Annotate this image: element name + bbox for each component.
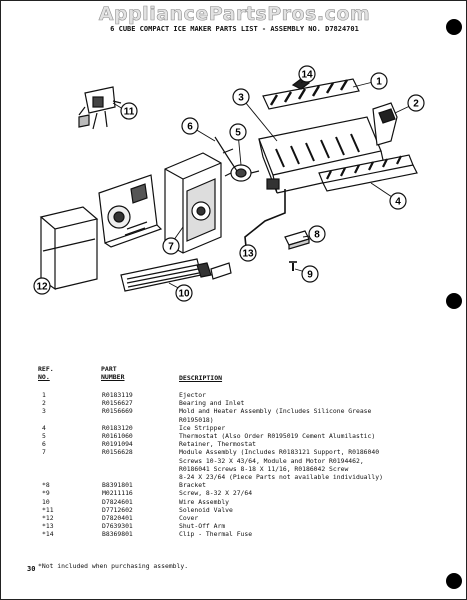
part-number-cell: D7639301 (102, 522, 133, 531)
parts-row (38, 530, 458, 538)
description-cell: Bearing and Inlet (179, 399, 245, 408)
parts-row (38, 498, 458, 506)
part-column-header (101, 365, 161, 381)
watermark: AppliancePartsPros.com (98, 3, 371, 25)
callout-9 (302, 266, 318, 282)
callout-14 (299, 66, 315, 82)
callout-1 (371, 73, 387, 89)
parts-row (38, 448, 458, 481)
callout-label: 6 (187, 121, 193, 133)
description-cell: Ejector (179, 391, 206, 399)
callout-label: 1 (376, 76, 382, 88)
callout-label: 10 (178, 288, 190, 300)
part-number-cell: D7712602 (102, 505, 133, 514)
description-cell: Thermostat (Also Order R0195019 Cement Alumilastic) (179, 432, 376, 441)
description-cell: Clip - Thermal Fuse (179, 530, 253, 539)
parts-row (38, 514, 458, 522)
ref-number-cell: *11 (42, 505, 54, 514)
callout-5 (230, 124, 246, 140)
part-number-cell: D7820401 (102, 514, 133, 523)
cover-part (41, 207, 97, 289)
callout-label: 11 (123, 106, 135, 118)
punch-hole (446, 573, 462, 589)
part-number-cell: M0211116 (102, 489, 133, 498)
ref-number-cell: *9 (42, 489, 50, 498)
bracket-part (285, 231, 309, 249)
parts-list (38, 391, 458, 539)
page-number: 30 (27, 565, 36, 573)
solenoid-valve (79, 87, 121, 129)
callout-6 (182, 118, 198, 134)
part-header-line1: PART (101, 365, 117, 373)
description-cell: Module Assembly (Includes R0183121 Support, R0186040 Screws 10-32 X 43/64, Module and Motor R0194462, R0186041 Screws 8-18 X 11/16, R0186042 Screw 8-24 X 23/64 (Piece Parts not available individually) (179, 448, 383, 482)
parts-row (38, 489, 458, 497)
description-cell: Shut-Off Arm (179, 522, 226, 531)
callout-4 (390, 193, 406, 209)
callout-12 (34, 278, 50, 294)
wire-assembly (121, 259, 231, 291)
parts-row (38, 407, 458, 423)
part-number-cell: B8369801 (102, 530, 133, 539)
part-number-cell: B8391801 (102, 481, 133, 490)
callout-10 (176, 285, 192, 301)
parts-row (38, 506, 458, 514)
description-cell: Mold and Heater Assembly (Includes Silicone Grease R0195018) (179, 407, 372, 424)
parts-row (38, 522, 458, 530)
callout-7 (163, 238, 179, 254)
ref-number-cell: *8 (42, 481, 50, 490)
description-cell: Retainer, Thermostat (179, 440, 256, 449)
callout-label: 2 (413, 98, 419, 110)
part-number-cell: R0156669 (102, 407, 133, 416)
parts-row (38, 440, 458, 448)
part-number-cell: R0161060 (102, 432, 133, 441)
callout-3 (233, 89, 249, 105)
bearing-inlet-part (373, 103, 397, 145)
ejector-part (263, 79, 359, 109)
ref-number-cell: *12 (42, 514, 54, 523)
thermostat-part (225, 165, 259, 181)
ref-number-cell: 1 (42, 391, 46, 399)
ref-number-cell: *14 (42, 530, 54, 539)
description-cell: Bracket (179, 481, 206, 490)
callout-13 (240, 245, 256, 261)
callout-label: 13 (242, 248, 254, 260)
ref-number-cell: *13 (42, 522, 54, 531)
description-cell: Cover (179, 514, 199, 523)
ref-number-cell: 10 (42, 497, 50, 506)
description-cell: Ice Stripper (179, 423, 226, 432)
parts-row (38, 424, 458, 432)
punch-hole (446, 19, 462, 35)
module-cover-plate (99, 175, 161, 247)
callout-label: 3 (238, 92, 244, 104)
exploded-diagram (1, 41, 467, 361)
part-number-cell: R0156627 (102, 399, 133, 408)
part-number-cell: R0156628 (102, 448, 133, 457)
callout-label: 7 (168, 241, 174, 253)
callout-label: 5 (235, 127, 241, 139)
callout-label: 14 (301, 69, 313, 81)
parts-row (38, 432, 458, 440)
part-number-cell: D7824601 (102, 497, 133, 506)
footnote: *Not included when purchasing assembly. (38, 562, 189, 570)
part-header-line2: NUMBER (101, 373, 125, 381)
part-number-cell: R0191094 (102, 440, 133, 449)
description-cell: Solenoid Valve (179, 505, 233, 514)
callout-label: 12 (36, 281, 48, 293)
ref-number-cell: 7 (42, 448, 46, 457)
callout-8 (309, 226, 325, 242)
ref-header-line1: REF. (38, 365, 54, 373)
ref-number-cell: 3 (42, 407, 46, 416)
callout-label: 8 (314, 229, 320, 241)
callout-11 (121, 103, 137, 119)
ref-number-cell: 2 (42, 399, 46, 408)
callout-label: 4 (395, 196, 401, 208)
ref-number-cell: 5 (42, 432, 46, 441)
callout-label: 9 (307, 269, 313, 281)
part-number-cell: R0183120 (102, 423, 133, 432)
description-cell: Screw, 8-32 X 27/64 (179, 489, 253, 498)
description-cell: Wire Assembly (179, 497, 230, 506)
callout-2 (408, 95, 424, 111)
ref-number-cell: 4 (42, 423, 46, 432)
ref-header-line2: NO. (38, 373, 50, 381)
description-column-header (179, 374, 379, 382)
page-header: 6 CUBE COMPACT ICE MAKER PARTS LIST - ASSEMBLY NO. D7824701 (110, 25, 359, 33)
part-number-cell: R0183119 (102, 391, 133, 399)
description-header: DESCRIPTION (179, 374, 223, 382)
parts-row (38, 391, 458, 399)
parts-row (38, 481, 458, 489)
parts-row (38, 399, 458, 407)
ref-column-header (38, 365, 78, 381)
ref-number-cell: 6 (42, 440, 46, 449)
